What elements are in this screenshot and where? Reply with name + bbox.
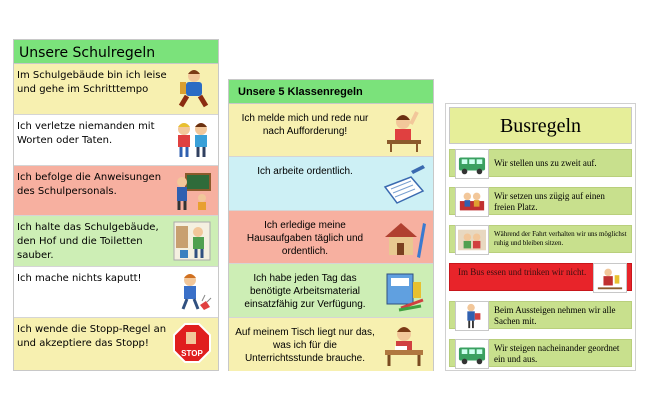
bus-rule-text: Im Bus essen und trinken wir nicht. — [458, 267, 587, 277]
desk-child-icon — [381, 322, 427, 368]
school-rule-5 — [14, 267, 218, 318]
bus-icon — [455, 339, 489, 369]
school-rules-title: Unsere Schulregeln — [14, 40, 218, 64]
cleaning-child-icon — [172, 220, 212, 262]
bus-rules-title: Busregeln — [449, 107, 632, 144]
school-rule-text: Im Schulgebäude bin ich leise und gehe im Schritttempo — [17, 70, 167, 95]
class-rule-1 — [229, 104, 433, 157]
raised-hand-icon — [381, 108, 427, 154]
class-rule-3 — [229, 211, 433, 264]
school-rule-text: Ich mache nichts kaputt! — [17, 273, 142, 285]
class-rule-2 — [229, 157, 433, 210]
school-rule-6 — [14, 318, 218, 370]
bus-rule-4 — [449, 263, 632, 291]
bus-rule-text: Während der Fahrt verhalten wir uns möglichst ruhig und bleiben sitzen. — [494, 230, 627, 247]
teacher-icon — [172, 170, 212, 212]
school-supplies-icon — [381, 268, 427, 314]
seated-passengers-icon — [455, 187, 489, 217]
class-rule-text: Auf meinem Tisch liegt nur das, was ich für die Unterrichtsstunde brauche. — [235, 326, 375, 364]
class-rule-text: Ich erledige meine Hausaufgaben täglich und ordentlich. — [246, 219, 364, 257]
quiet-passengers-icon — [455, 225, 489, 255]
bus-rule-2 — [449, 187, 632, 215]
notebook-icon — [381, 161, 427, 207]
class-rule-4 — [229, 264, 433, 317]
school-rule-4 — [14, 216, 218, 267]
school-rules-card — [13, 39, 219, 371]
bus-rule-text: Wir stellen uns zu zweit auf. — [494, 158, 597, 168]
child-with-bag-icon — [455, 301, 489, 331]
class-rule-text: Ich habe jeden Tag das benötigte Arbeitsmaterial einsatzfähig zur Verfügung. — [244, 273, 366, 311]
no-eating-icon — [593, 263, 627, 293]
class-rule-text: Ich arbeite ordentlich. — [257, 166, 353, 178]
class-rules-title: Unsere 5 Klassenregeln — [229, 80, 433, 104]
school-rule-text: Ich befolge die Anweisungen des Schulpersonals. — [17, 171, 162, 197]
house-pencil-icon — [381, 215, 427, 261]
bus-rule-6 — [449, 339, 632, 367]
class-rule-text: Ich melde mich und rede nur nach Aufforderung! — [241, 113, 369, 137]
school-rule-text: Ich verletze niemanden mit Worten oder Taten. — [17, 120, 155, 146]
school-rule-3 — [14, 166, 218, 217]
stop-sign-icon — [172, 322, 212, 364]
bus-rules-card — [445, 103, 636, 371]
bus-rule-text: Wir steigen nacheinander geordnet ein und aus. — [494, 343, 620, 364]
class-rule-5 — [229, 318, 433, 371]
bus-rule-3 — [449, 225, 632, 253]
bus-rule-text: Wir setzen uns zügig auf einen freien Platz. — [494, 191, 605, 212]
bus-icon — [455, 149, 489, 179]
two-children-icon — [172, 119, 212, 161]
school-rule-text: Ich wende die Stopp-Regel an und akzeptiere das Stopp! — [17, 323, 167, 349]
broken-item-icon — [172, 271, 212, 313]
bus-rule-text: Beim Aussteigen nehmen wir alle Sachen mit. — [494, 305, 616, 326]
class-rules-card — [228, 79, 434, 371]
stop-sign-label: STOP — [181, 348, 203, 358]
walking-child-icon — [172, 68, 212, 110]
school-rule-1 — [14, 64, 218, 115]
bus-rule-1 — [449, 149, 632, 177]
school-rule-2 — [14, 115, 218, 166]
school-rule-text: Ich halte das Schulgebäude, den Hof und die Toiletten sauber. — [17, 222, 159, 262]
bus-rule-5 — [449, 301, 632, 329]
